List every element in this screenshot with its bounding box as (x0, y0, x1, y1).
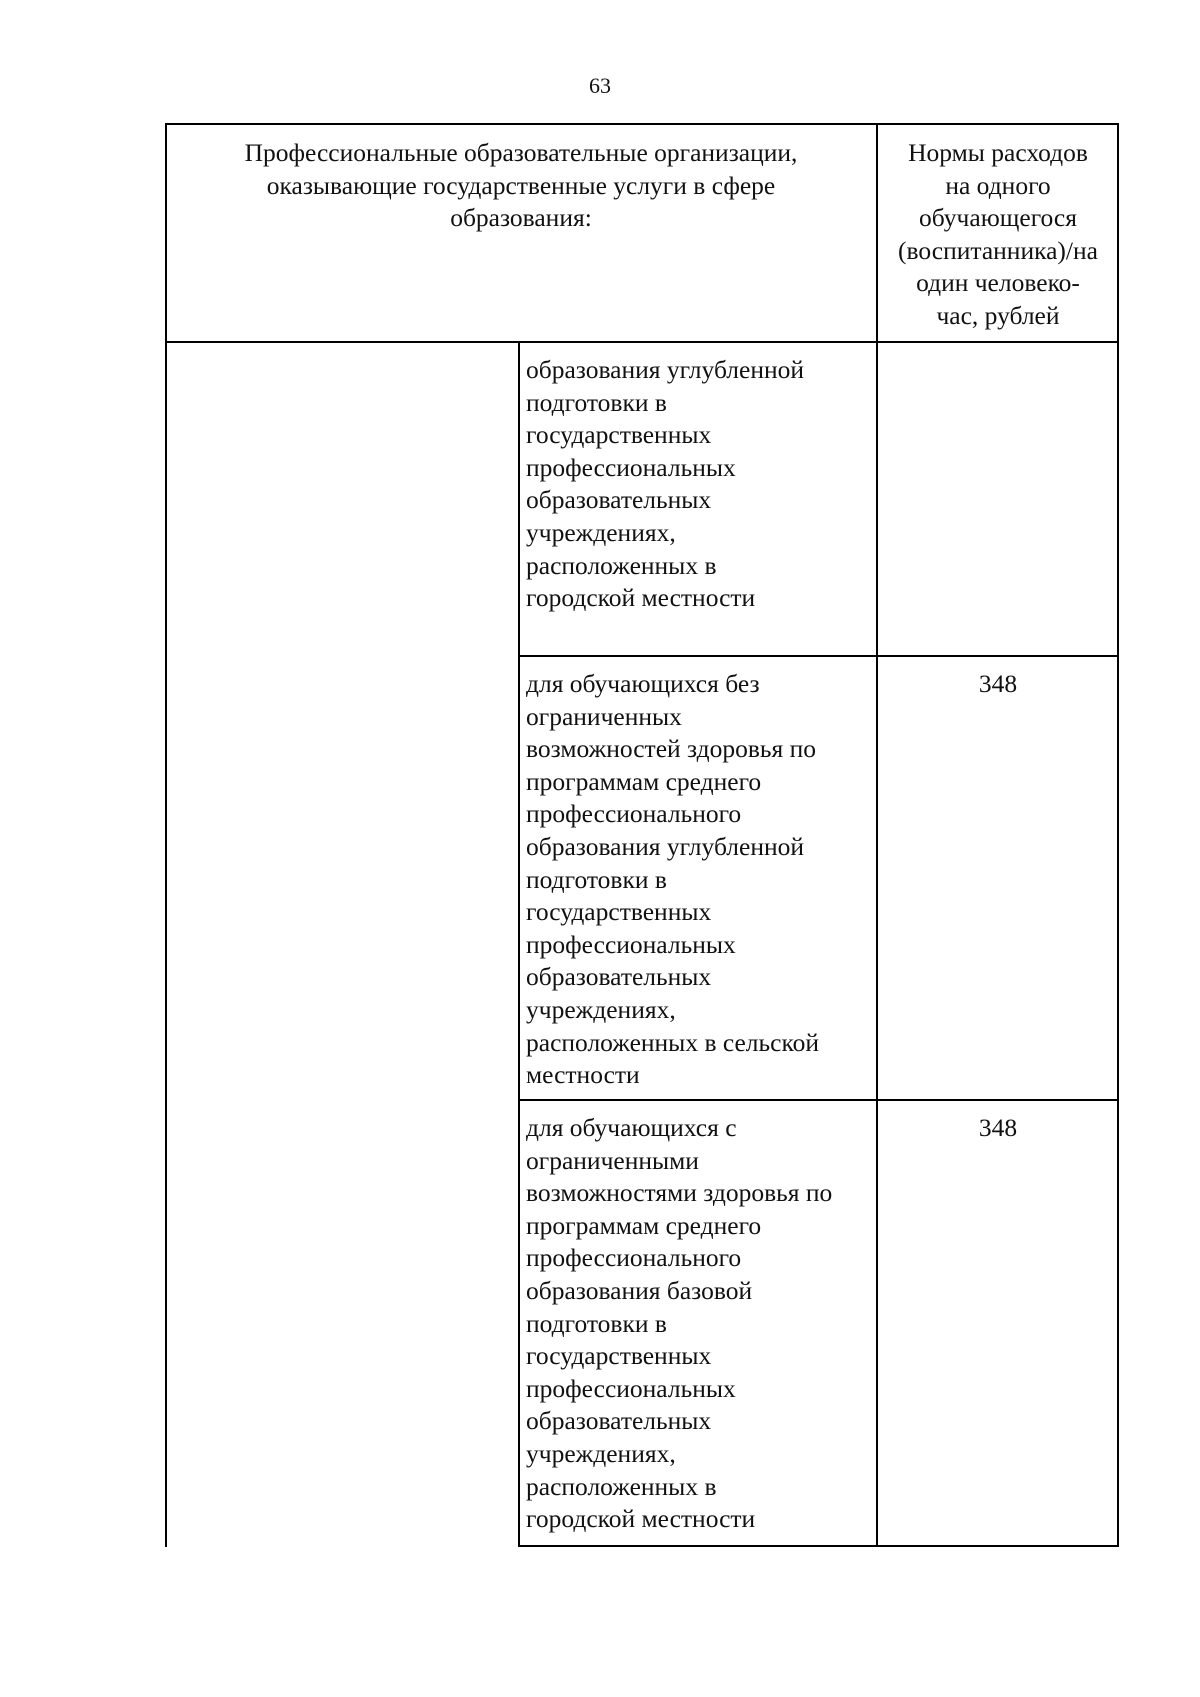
table-left-border (165, 123, 167, 1547)
row-2-description: для обучающихся без ограниченных возможностей здоровья по программам среднего профессионального образования углубленной подготовки в государственных профессиональных образовательных учреждениях, расположенных в сельской местности (526, 669, 819, 1090)
row-3-value: 348 (978, 1113, 1018, 1142)
header-organizations: Профессиональные образовательные организации, оказывающие государственные услуги в сфере образования: (244, 138, 798, 233)
row-divider-2 (518, 1099, 1119, 1101)
row-bottom-border (518, 1545, 1119, 1547)
table-right-border (1117, 123, 1119, 1547)
column-divider-description (518, 341, 520, 1547)
page-number: 63 (589, 73, 611, 98)
row-1-description: образования углубленной подготовки в государственных профессиональных образовательных учреждениях, расположенных в городской местности (526, 355, 805, 613)
row-divider-1 (518, 655, 1119, 657)
row-3-description: для обучающихся с ограниченными возможностями здоровья по программам среднего профессионального образования базовой подготовки в государственных профессиональных образовательных учреждениях, расположенных в городской местности (526, 1113, 833, 1534)
column-divider-value (876, 123, 878, 1547)
table-top-border (165, 123, 1119, 125)
header-norms: Нормы расходов на одного обучающегося (воспитанника)/на один человеко- час, рублей (898, 138, 1098, 330)
row-2-value: 348 (978, 669, 1018, 698)
header-bottom-border (165, 341, 1119, 343)
